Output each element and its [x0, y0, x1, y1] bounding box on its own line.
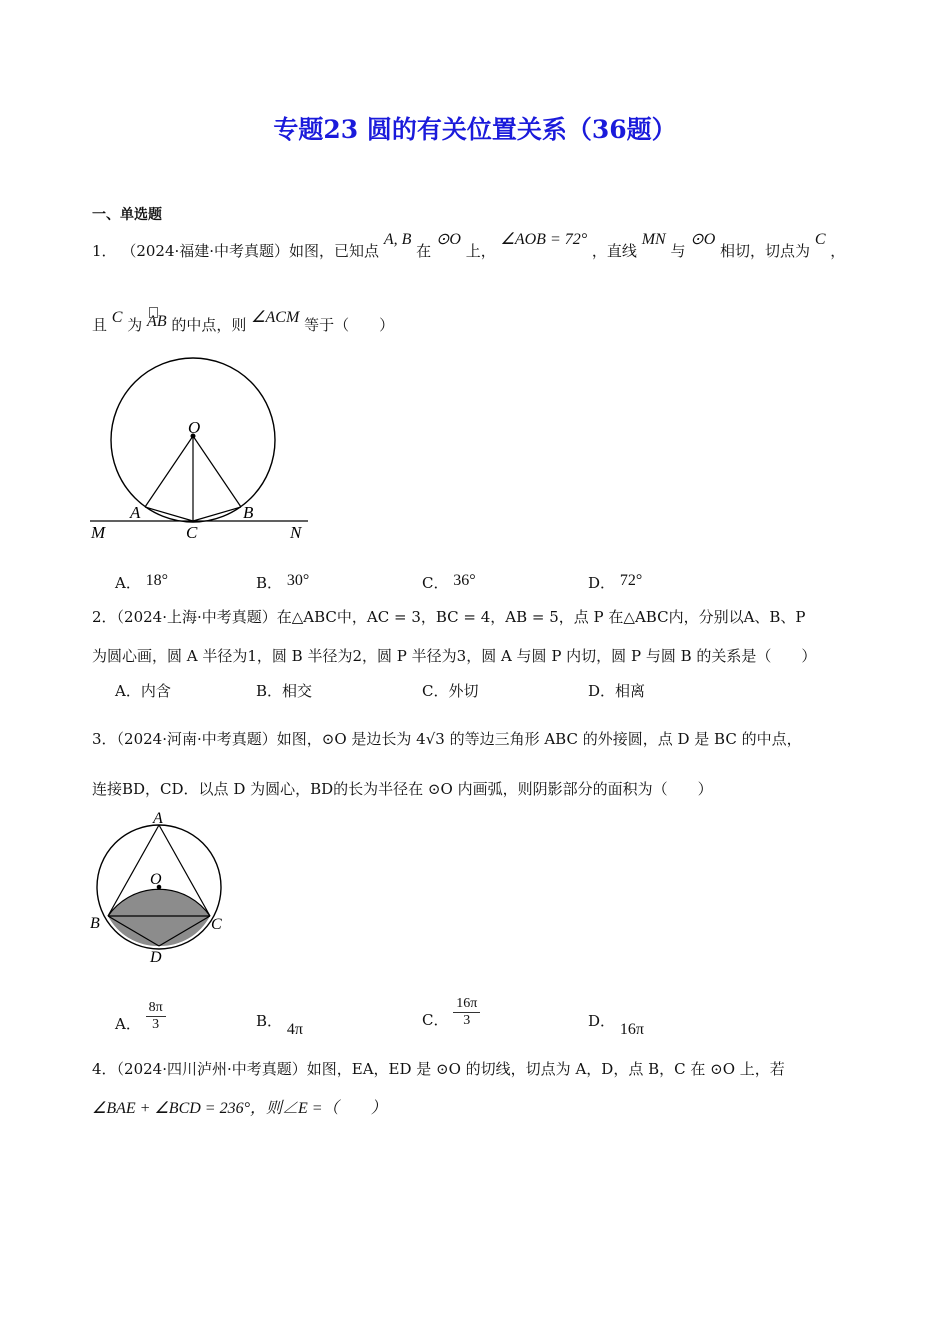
q3-label-o: O [150, 871, 162, 888]
q3-line2 [92, 778, 713, 799]
fraction-denominator: 3 [463, 1013, 471, 1028]
option-fraction [146, 1000, 166, 1033]
q1-angle-aob: ∠AOB = 72° [500, 231, 588, 248]
q3-line1 [92, 728, 802, 749]
option-label: A． [115, 1014, 141, 1033]
q3-text: 连接BD，CD．以点 D 为圆心，BD的长为半径在 ⊙O 内画弧，则阴影部分的面积为（ ） [92, 780, 713, 798]
q1-text: 上， [465, 242, 496, 260]
q3-label-b: B [90, 915, 100, 932]
fraction-numerator: 8π [146, 1000, 166, 1017]
q1-text: 且 [92, 316, 108, 334]
q2-line1 [92, 606, 806, 627]
fraction-numerator: 16π [453, 996, 480, 1013]
q1-label-c: C [186, 523, 198, 542]
option-value: 相交 [282, 682, 313, 700]
q3-option-b[interactable] [256, 1010, 303, 1038]
q2-text: 为圆心画，圆 A 半径为1，圆 B 半径为2，圆 P 半径为3，圆 A 与圆 P 内切，圆 P 与圆 B 的关系是（ ） [92, 647, 817, 665]
q4-number: 4． [92, 1060, 117, 1078]
option-label: C． [422, 682, 449, 700]
q1-label-m: M [91, 523, 106, 542]
q1-label-b: B [243, 503, 254, 522]
q1-angle-acm: ∠ACM [251, 309, 300, 326]
q1-option-d[interactable] [588, 572, 642, 593]
q2-number: 2． [92, 608, 117, 626]
q2-option-c[interactable] [422, 680, 479, 701]
q3-option-a[interactable] [115, 1000, 166, 1033]
q1-option-a[interactable] [115, 572, 168, 593]
q1-line-mn: MN [641, 231, 666, 248]
option-value: 外切 [448, 682, 479, 700]
option-value: 16π [619, 1021, 644, 1038]
q3-label-d: D [150, 949, 162, 966]
option-label: B． [256, 1012, 283, 1030]
q4-text: ∠BAE + ∠BCD = 236°，则∠E =（ ） [92, 1100, 387, 1117]
option-label: C． [422, 574, 449, 592]
q2-text: （2024·上海·中考真题）在△ABC中，AC = 3，BC = 4，AB = 5，点 P 在△ABC内，分别以A、B、P [116, 608, 806, 626]
q1-arc-ab: AB [147, 313, 167, 330]
q1-text: 在 [416, 242, 432, 260]
q1-figure [85, 350, 315, 550]
q1-circle-o-2: ⊙O [690, 231, 716, 248]
option-label: A． [115, 682, 141, 700]
option-value: 18° [145, 572, 169, 589]
q4-line2 [92, 1095, 387, 1118]
q3-figure [85, 808, 235, 970]
option-value: 相离 [615, 682, 646, 700]
q1-option-c[interactable] [422, 572, 476, 593]
q1-points-ab: A, B [383, 231, 412, 248]
q1-text: 的中点，则 [171, 316, 247, 334]
option-value: 30° [286, 572, 310, 589]
q1-number: 1． [92, 242, 117, 260]
section-heading: 一、单选题 [92, 207, 162, 223]
option-label: B． [256, 682, 283, 700]
page-title: 专题23 圆的有关位置关系（36题） [273, 115, 677, 144]
q2-line2 [92, 645, 816, 666]
q1-text: 相切，切点为 [720, 242, 811, 260]
q3-option-c[interactable] [422, 996, 480, 1029]
q4-line1 [92, 1058, 785, 1079]
option-value: 4π [286, 1021, 303, 1038]
q1-label-a: A [130, 503, 141, 522]
option-fraction [453, 996, 480, 1029]
option-label: D． [588, 682, 616, 700]
q1-label-n: N [290, 523, 302, 542]
option-value: 36° [453, 572, 476, 589]
q1-text: 等于（ ） [304, 316, 395, 334]
option-label: A． [115, 574, 141, 592]
q1-line2 [92, 309, 395, 335]
option-value: 内含 [140, 682, 171, 700]
q1-text: ， [830, 242, 846, 260]
q1-source: （2024·福建·中考真题）如图，已知点 [121, 242, 380, 260]
q3-number: 3． [92, 730, 117, 748]
option-value: 72° [619, 572, 643, 589]
q1-point-c-2: C [111, 309, 123, 326]
option-label: D． [588, 574, 616, 592]
q1-point-c: C [814, 231, 826, 248]
q3-option-d[interactable] [588, 1010, 644, 1038]
q1-line1 [92, 231, 846, 261]
q1-circle-o: ⊙O [435, 231, 461, 248]
q4-text: （2024·四川泸州·中考真题）如图，EA，ED 是 ⊙O 的切线，切点为 A，D，点 B，C 在 ⊙O 上，若 [116, 1060, 785, 1078]
q1-text: 与 [670, 242, 686, 260]
option-label: B． [256, 574, 283, 592]
option-label: D． [588, 1012, 616, 1030]
q1-option-b[interactable] [256, 572, 309, 593]
q1-label-o: O [188, 418, 201, 437]
fraction-denominator: 3 [152, 1017, 160, 1032]
q3-label-c: C [211, 916, 222, 933]
option-label: C． [422, 1010, 449, 1029]
q1-text: 为 [127, 316, 143, 334]
q3-text: （2024·河南·中考真题）如图，⊙O 是边长为 4√3 的等边三角形 ABC 的外接圆，点 D 是 BC 的中点， [116, 730, 802, 748]
q2-option-a[interactable] [115, 680, 171, 701]
q2-option-d[interactable] [588, 680, 645, 701]
q3-label-a: A [153, 810, 163, 827]
q1-text: ，直线 [591, 242, 637, 260]
q2-option-b[interactable] [256, 680, 312, 701]
